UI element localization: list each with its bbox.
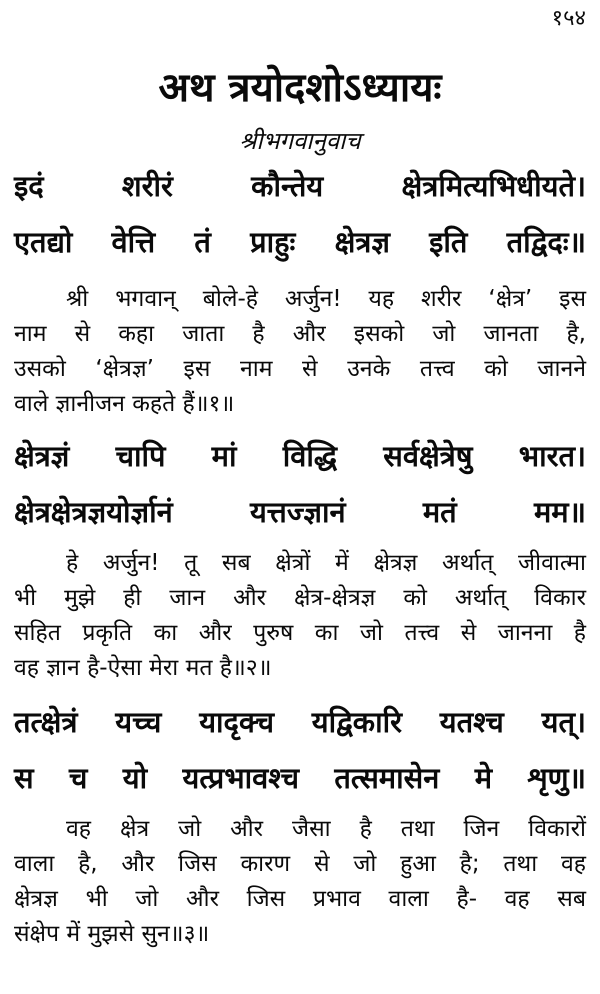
verse-line: इदं शरीरं कौन्तेय क्षेत्रमित्यभिधीयते। bbox=[14, 169, 586, 203]
translation-line: श्री भगवान् बोले-हे अर्जुन! यह शरीर ‘क्षेत्र’ इस bbox=[66, 286, 586, 312]
translation-line: नाम से कहा जाता है और इसको जो जानता है, bbox=[14, 321, 586, 347]
translation-paragraph bbox=[14, 546, 586, 686]
translation-line: क्षेत्रज्ञ भी जो और जिस प्रभाव वाला है- वह सब bbox=[14, 886, 586, 912]
translation-line: वाला है, और जिस कारण से जो हुआ है; तथा वह bbox=[14, 851, 586, 877]
verse-line: क्षेत्रक्षेत्रज्ञयोर्ज्ञानं यत्तज्ज्ञानं मतं मम॥ bbox=[14, 495, 586, 529]
chapter-title: अथ त्रयोदशोऽध्यायः bbox=[158, 64, 442, 111]
page-number: १५४ bbox=[551, 6, 586, 31]
speaker-heading: श्रीभगवानुवाच bbox=[239, 127, 361, 155]
translation-line: भी मुझे ही जान और क्षेत्र-क्षेत्रज्ञ को अर्थात् विकार bbox=[14, 585, 586, 611]
translation-line: सहित प्रकृति का और पुरुष का जो तत्त्व से जानना है bbox=[14, 620, 586, 646]
translation-line: उसको ‘क्षेत्रज्ञ’ इस नाम से उनके तत्त्व को जानने bbox=[14, 356, 586, 382]
translation-line: वाले ज्ञानीजन कहते हैं॥१॥ bbox=[14, 391, 235, 417]
translation-paragraph bbox=[14, 812, 586, 952]
verse-line: तत्क्षेत्रं यच्च यादृक्च यद्विकारि यतश्च यत्। bbox=[14, 705, 586, 739]
verse-line: एतद्यो वेत्ति तं प्राहुः क्षेत्रज्ञ इति तद्विदः॥ bbox=[14, 225, 586, 259]
verse-line: क्षेत्रज्ञं चापि मां विद्धि सर्वक्षेत्रेषु भारत। bbox=[14, 439, 586, 473]
translation-line: वह क्षेत्र जो और जैसा है तथा जिन विकारों bbox=[66, 816, 586, 842]
translation-paragraph bbox=[14, 282, 586, 422]
verse-line: स च यो यत्प्रभावश्च तत्समासेन मे शृणु॥ bbox=[14, 761, 586, 795]
translation-line: हे अर्जुन! तू सब क्षेत्रों में क्षेत्रज्ञ अर्थात् जीवात्मा bbox=[66, 550, 586, 576]
translation-line: वह ज्ञान है-ऐसा मेरा मत है॥२॥ bbox=[14, 655, 272, 681]
translation-line: संक्षेप में मुझसे सुन॥३॥ bbox=[14, 921, 210, 947]
